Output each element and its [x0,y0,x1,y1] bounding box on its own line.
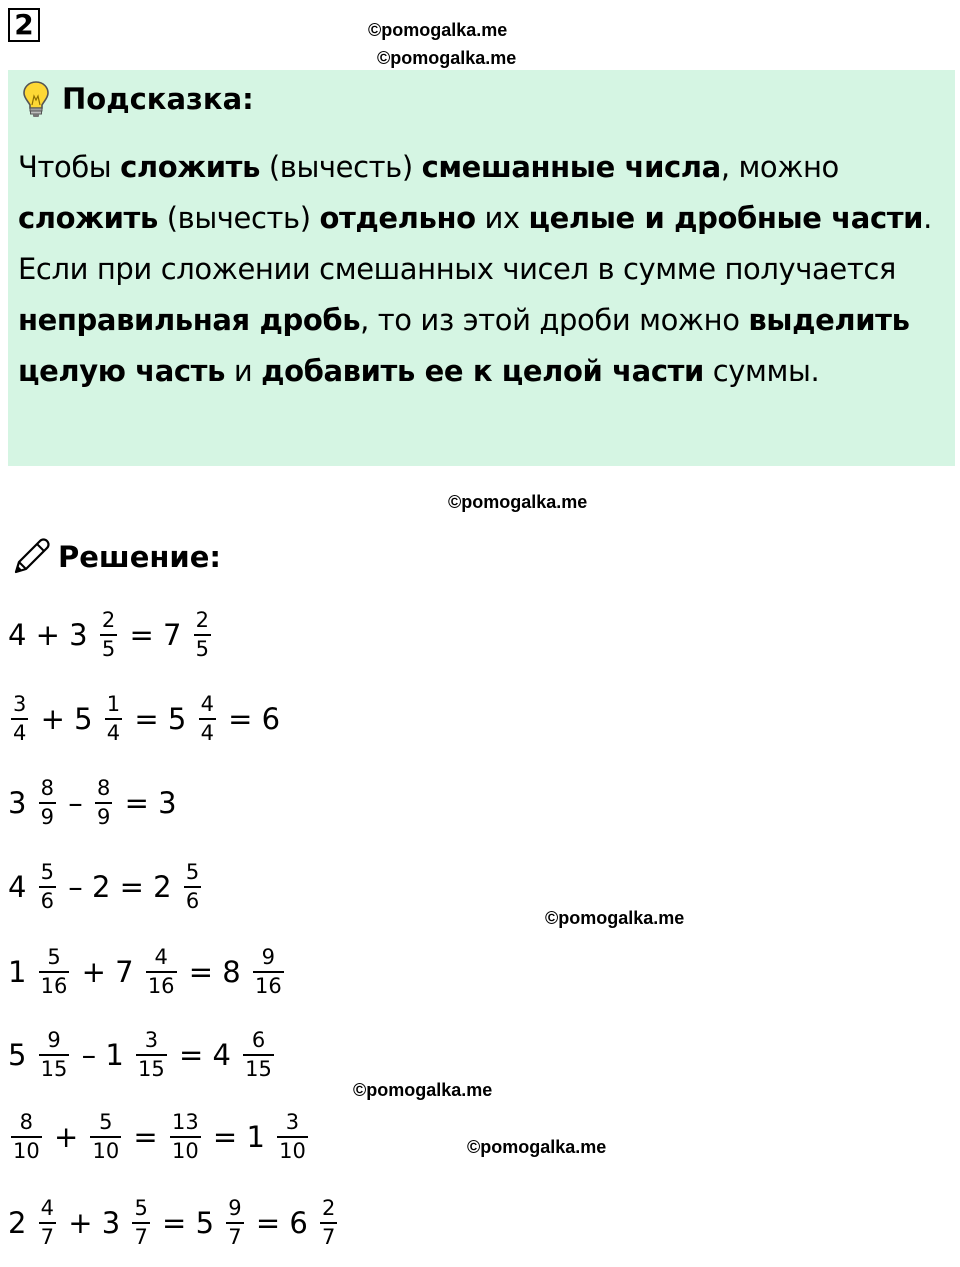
eq-text: + [44,1120,88,1154]
fraction [199,694,216,744]
eq-text: = 1 [203,1120,275,1154]
numerator: 3 [13,692,27,716]
numerator: 6 [251,1028,266,1052]
hint-line [18,142,938,193]
bold-run: целую часть [18,354,226,388]
eq-text: = 6 [246,1206,318,1240]
numerator: 8 [96,776,111,800]
denominator: 9 [40,805,55,829]
hint-line [18,346,938,397]
hint-title [22,80,254,118]
numerator: 5 [185,860,200,884]
bold-run: сложить [120,150,261,184]
text-run: Чтобы [18,150,121,184]
fraction [39,778,56,828]
equation [8,947,287,997]
fraction [136,1030,167,1080]
solution-title [10,536,221,578]
eq-text: 4 + 3 [8,618,97,652]
bold-run: неправильная дробь [18,303,361,337]
fraction [243,1030,274,1080]
fraction [184,862,201,912]
eq-text: 2 [8,1206,36,1240]
eq-text: + 5 [31,702,102,736]
denominator: 7 [322,1225,336,1249]
hint-text [18,142,938,397]
eq-text: = 8 [179,955,250,989]
numerator: 4 [200,692,214,716]
equation [8,1112,311,1162]
bold-run: целые и дробные части [528,201,924,235]
equation [8,610,214,660]
bold-run: отдельно [319,201,476,235]
denominator: 10 [279,1139,306,1163]
eq-text: 3 [8,786,36,820]
bold-run: выделить [748,303,910,337]
denominator: 7 [40,1225,55,1249]
denominator: 9 [96,805,111,829]
fraction [277,1112,308,1162]
numerator: 13 [171,1110,199,1134]
eq-text: = 6 [218,702,290,736]
numerator: 8 [40,776,55,800]
denominator: 16 [254,974,282,998]
numerator: 8 [19,1110,34,1134]
eq-text: = 5 [125,702,196,736]
watermark: ©pomogalka.me [545,908,685,928]
fraction [194,610,211,660]
denominator: 5 [195,637,210,661]
numerator: 1 [106,692,121,716]
denominator: 7 [134,1225,148,1249]
watermark: ©pomogalka.me [353,1080,493,1100]
fraction [146,947,177,997]
eq-text: 5 [8,1038,36,1072]
numerator: 3 [285,1110,300,1134]
numerator: 9 [47,1028,61,1052]
eq-text: – 1 [72,1038,134,1072]
numerator: 5 [47,945,61,969]
fraction [39,947,70,997]
denominator: 10 [92,1139,120,1163]
text-run: (вычесть) [260,150,422,184]
numerator: 9 [261,945,275,969]
fraction [226,1198,243,1248]
eq-text: + 7 [72,955,143,989]
equation [8,1198,340,1248]
denominator: 10 [171,1139,199,1163]
denominator: 16 [147,974,175,998]
eq-text: = [124,1120,167,1154]
text-run: суммы. [703,354,820,388]
bold-run: сложить [18,201,158,235]
solution-title-text: Решение: [58,540,222,574]
hint-line [18,193,938,244]
denominator: 16 [40,974,68,998]
equation [8,778,186,828]
eq-text: 1 [8,955,36,989]
numerator: 9 [228,1196,242,1220]
hint-title-text: Подсказка: [62,82,254,116]
equation [8,862,204,912]
equation [8,694,289,744]
numerator: 3 [144,1028,159,1052]
fraction [170,1112,201,1162]
fraction [39,1030,70,1080]
fraction [132,1198,149,1248]
numerator: 5 [40,860,55,884]
denominator: 15 [245,1057,272,1081]
equation [8,1030,277,1080]
denominator: 5 [101,637,116,661]
bold-run: добавить ее к целой части [261,354,704,388]
denominator: 10 [13,1139,40,1163]
fraction [253,947,284,997]
eq-text: = 4 [169,1038,241,1072]
lightbulb-icon [22,80,50,118]
watermark: ©pomogalka.me [448,492,588,512]
denominator: 15 [40,1057,68,1081]
eq-text: 4 [8,870,36,904]
text-run: и [225,354,262,388]
eq-text: = 3 [115,786,186,820]
denominator: 15 [138,1057,165,1081]
fraction [39,1198,56,1248]
pencil-icon [10,536,52,578]
watermark: ©pomogalka.me [377,48,517,68]
eq-text: – 2 = 2 [59,870,181,904]
fraction [11,1112,42,1162]
eq-text: – [59,786,92,820]
fraction [90,1112,121,1162]
numerator: 4 [154,945,168,969]
watermark: ©pomogalka.me [467,1137,607,1157]
text-run: . [923,201,932,235]
denominator: 4 [200,721,214,745]
eq-text: = 7 [120,618,191,652]
denominator: 7 [228,1225,242,1249]
text-run: (вычесть) [157,201,320,235]
text-run: их [475,201,529,235]
denominator: 6 [185,889,200,913]
numerator: 2 [322,1196,336,1220]
numerator: 2 [195,608,210,632]
eq-text: + 3 [59,1206,130,1240]
eq-text: = 5 [152,1206,224,1240]
fraction [39,862,56,912]
fraction [95,778,112,828]
denominator: 4 [13,721,27,745]
hint-line [18,295,938,346]
fraction [105,694,122,744]
text-run: , то из этой дроби можно [360,303,749,337]
hint-line: Если при сложении смешанных чисел в сумме получается [18,252,896,286]
fraction [320,1198,337,1248]
task-number: 2 [8,8,40,42]
numerator: 2 [101,608,116,632]
fraction [100,610,117,660]
numerator: 5 [134,1196,148,1220]
numerator: 5 [99,1110,113,1134]
text-run: , можно [720,150,839,184]
bold-run: смешанные числа [421,150,721,184]
numerator: 4 [40,1196,55,1220]
denominator: 4 [106,721,121,745]
fraction [11,694,28,744]
watermark: ©pomogalka.me [368,20,508,40]
denominator: 6 [40,889,55,913]
